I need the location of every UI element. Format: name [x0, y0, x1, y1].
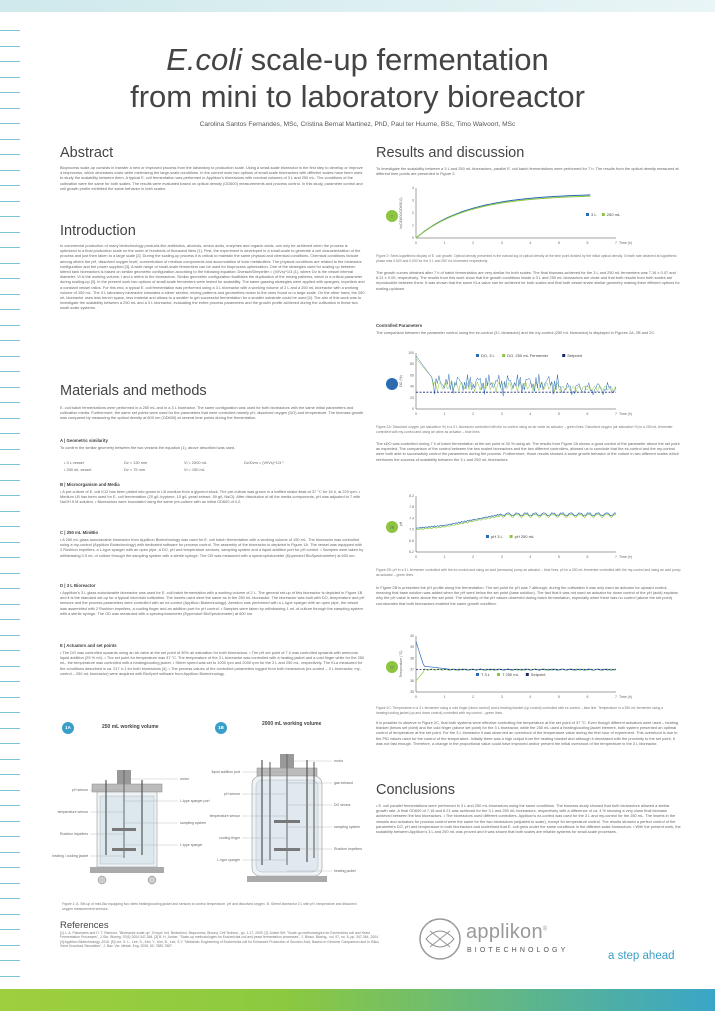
legend-swatch: [486, 535, 489, 538]
geo-text: To confirm the similar geometry between the two vessels the equation (1), above described was used.: [60, 445, 236, 450]
figure-1-caption: Figure 1: A. Set-up of mini-Bio equipping two inlets heating/cooling jacket and sensors to control temperature, pH and dissolved oxygen. B: Stirred bioreactor 3 L with pH, temperature and dissolved oxygen measurement sensors.: [62, 902, 357, 911]
ruler-tick: [0, 170, 20, 171]
fig1-label: temperature sensor: [57, 810, 88, 814]
fig1-label: sampling system: [180, 821, 207, 825]
fig1b-title: 2000 mL working volume: [262, 721, 322, 727]
x-tick-label: 0: [415, 555, 417, 559]
ruler-tick: [0, 697, 20, 698]
legend-swatch: [476, 673, 479, 676]
x-tick-label: 2: [472, 412, 475, 416]
legend-entry: Setpoint: [567, 353, 582, 358]
legend-swatch: [562, 354, 565, 357]
ruler-tick: [0, 650, 20, 651]
x-axis-label: Time (h): [619, 555, 632, 559]
x-tick-label: 0: [415, 241, 417, 245]
ruler-tick: [0, 635, 20, 636]
x-tick-label: 7: [615, 241, 617, 245]
figure-2-caption: Figure 2: Semi-logarithmic display of E. coli growth. Optical density presented is the natural log of optical density at the time point divided by the initial optical density. Growth rate obtained at logarithmic phase was 0.620 and 0.630 for the 3 L and 250 mL bioreactor respectively.: [376, 254, 677, 263]
ruler-tick: [0, 30, 20, 31]
ruler-tick: [0, 867, 20, 868]
y-tick-label: 60: [410, 373, 414, 378]
results-p5: In Figure 2B is presented the pH profile along the fermentation. The set point for pH was 7 although, during the cultivation it was only used an actuator for upward control, meaning that base solution was added when the pH went below the set point (base solution). The fact that it was not used an actuator for down control of the pH (acid) explains why the pH value is seen above the set point. The similarity of the pH values observed during batch fermentation, especially when there was no control (above the set point) corroborates that both bioreactors enabled the same growth condition.: [376, 585, 678, 606]
fig1-label: heating jacket: [334, 869, 356, 873]
y-tick-label: 0: [412, 407, 414, 411]
legend-entry: DO, 250 mL Fermenter: [507, 353, 549, 358]
chart-badge-label: 2: [391, 214, 393, 219]
ruler-tick: [0, 139, 20, 140]
legend-entry: pH 250 mL: [514, 534, 535, 539]
figure-1-bioreactors: [52, 740, 367, 900]
y-tick-label: 4: [412, 186, 414, 190]
ruler-tick: [0, 232, 20, 233]
y-tick-label: 100: [408, 351, 414, 355]
y-tick-label: 6.6: [409, 538, 414, 543]
y-tick-label: 3: [412, 198, 414, 203]
poster-title-line-1: [0, 43, 715, 77]
results-p4: The sDO was controlled during 7 h of batch fermentation at the set point of 30 % using air. The results from Figure 2A shown a good control of the parameter above the set point as expected. The comparison of the control between the two scaled bioreactors and the two different controllers, allowed us to conclude that the ez-control and the my-control were both able to successfully control the parameters during the process. Furthermore, those results showed a same growth behavior of the culture in two different scales which reinforces the success of scalability between the 3 L and 250 mL bioreactors.: [376, 441, 680, 462]
fig1a-title: 250 mL working volume: [102, 724, 159, 730]
x-axis-label: Time (h): [619, 412, 632, 416]
ruler-tick: [0, 805, 20, 806]
series-3l-line: [416, 195, 590, 238]
results-p2: The growth curves obtained after 7 h of batch fermentation are very similar for both scales. The final biomass achieved for the 3 L and 250 mL fermenters was 7.16 ± 0.07 and 6.21 ± 0.09, respectively. The results from this work show that the growth conditions inside a 3 L and 250 mL bioreactors are close and that both results from both scales are reproducible between them. It was shown that the same KLa value can be achieved for both scales and that both vessel share similar geometry making them efficient options for scaling-up/down.: [376, 270, 680, 291]
legend-entry: T 3 L: [481, 672, 491, 677]
series-temp-3l-line: [416, 642, 616, 671]
fig1-label: motor: [334, 759, 343, 763]
legend-swatch: [526, 673, 529, 676]
x-tick-label: 6: [586, 555, 589, 559]
ruler-tick: [0, 278, 20, 279]
set-text: • The DO was controlled upwards using an air valve at the set point of 30% air saturation for both bioreactors. • The pH set point of 7.0 was controlled upwards with ammonia liquid addition (25 % v/v). • The set point for temperature was 37 °C. The temperature of the 3 L bioreactor was controlled with a heating jacket and a cold finger while for the 250 mL, the temperature was controlled with a heating/cooling jacket. • Stirrer speed was set to 1000 rpm and 2000 rpm for the 3 L and 250 mL, respectively. The KLa measured for the conditions described is ca. 217 h-1 for both bioreactors [4]. • The process values of the controlled parameters logged from both bioreactors (ez-control – 3 L bioreactor; my-control – 250 mL bioreactor) were acquired with BioXpert software from Applikon Biotechnology.: [60, 650, 365, 676]
y-tick-label: 40: [410, 384, 414, 389]
ruler-tick: [0, 371, 20, 372]
ruler-tick: [0, 852, 20, 853]
legend-entry: T 250 mL: [502, 672, 519, 677]
y-axis-label: Temperature (°C): [399, 650, 403, 678]
geo-table: [64, 460, 364, 472]
ruler-tick: [0, 526, 20, 527]
ruler-tick: [0, 402, 20, 403]
bio-heading: D | 3 L Bioreactor: [60, 583, 96, 588]
figure-2c-temperature-chart: [376, 628, 681, 706]
ruler-tick: [0, 480, 20, 481]
ruler-tick: [0, 945, 20, 946]
ruler-tick: [0, 542, 20, 543]
figure-2c-caption: Figure 2C: Temperature in a 3 L fermenter using a cold finger (down control) and a heating blanket (up control) controlled with ez-control – blue line. Temperature in a 250 mL fermenter using a heating/cooling jacket (up and down control) controlled with my-control – green lines.: [376, 706, 664, 715]
x-tick-label: 3: [500, 412, 503, 416]
ruler-tick: [0, 914, 20, 915]
y-tick-label: 7.4: [409, 516, 414, 521]
x-tick-label: 5: [557, 555, 560, 559]
x-tick-label: 4: [529, 555, 532, 559]
ruler-tick: [0, 759, 20, 760]
geo-heading: A | Geometric similarity: [60, 438, 108, 443]
controlled-parameters-heading: Controlled Parameters: [376, 323, 423, 328]
ruler-tick: [0, 309, 20, 310]
results-p1: To investigate the scalability between a 3 L and 250 mL bioreactors, parallel E. coli batch fermentations were performed for 7 h. The results from the optical density measured at different time points are presented in Figure 2.: [376, 166, 679, 177]
y-tick-label: 36: [410, 678, 414, 683]
references-heading: References: [60, 920, 109, 931]
ruler-tick: [0, 743, 20, 744]
fig1-label: Rushton impellers: [59, 832, 88, 836]
ruler-tick: [0, 464, 20, 465]
ruler-tick: [0, 790, 20, 791]
results-p6: It is possible to observe in Figure 2C, that both systems were effective controlling the temperature at the set point of 37 °C. Even though different actuators were used – heating blanket (below set point) and the cold finger (above set point) for the 3 L bioreactor, while the 250 mL used a heating/cooling jacket element, both system presented an optimal control of temperature at the set point. For the 3 L bioreactor it was observed an overshoot of the temperature value during the first hour of experiment. This overshoot is due to the PID values used for the control of the temperature. Initially there was a high output from the heating blanket and although it decreased with the proximity to the set point, it was not fast enough. Therefore, a change in the proportional value could have improved and/or prevent the initial overshoot of the temperature in the 3 L bioreactor.: [376, 720, 679, 746]
x-tick-label: 2: [472, 695, 475, 699]
y-axis-label: ln(OD600/OD600,0): [399, 197, 403, 229]
legend-entry: DO, 3 L: [481, 353, 495, 358]
legend-swatch: [476, 354, 479, 357]
x-tick-label: 5: [557, 695, 560, 699]
x-tick-label: 5: [557, 412, 560, 416]
x-tick-label: 4: [529, 412, 532, 416]
fig1-label: L-type sparger port: [180, 799, 210, 803]
ruler-tick: [0, 340, 20, 341]
x-axis-label: Time (h): [619, 241, 632, 245]
chart-badge-label: 2A: [389, 382, 395, 387]
ruler-tick: [0, 976, 20, 977]
fig1-label: heating / cooling jacket: [52, 854, 88, 858]
ruler-tick: [0, 821, 20, 822]
ruler-tick: [0, 681, 20, 682]
y-tick-label: 38: [410, 656, 414, 661]
legend-swatch: [602, 213, 605, 216]
abstract-text: Bioprocess scale-up consists in transfer a new or improved process from the laboratory to production scale. Using a small-scale bioreactor is the first step to develop or improve a bioprocess, which decreases costs while minimizing the large-scale conditions. In the current work two options of small-scale bioreactors with different scales have been used to study the scalability between them. A typical E. coli fermentation was performed in Applikon's bioreactors with nominal volumes of 3 L and 250 mL. The conditions of the cultivation were the same for both scales. The results were evaluated based on optical density (OD600) measurements and process control. In this study, parameter control and cell growth profile exhibited the same behavior in both scales.: [60, 165, 363, 191]
legend-swatch: [510, 535, 513, 538]
ruler-tick: [0, 495, 20, 496]
legend-entry: 250 mL: [606, 212, 621, 217]
introduction-heading: Introduction: [60, 223, 136, 239]
ruler-tick: [0, 666, 20, 667]
y-tick-label: 6.2: [409, 550, 414, 554]
x-tick-label: 1: [443, 241, 446, 245]
series-do-3l-line: [416, 356, 616, 396]
x-tick-label: 6: [586, 412, 589, 416]
x-tick-label: 4: [529, 695, 532, 699]
x-tick-label: 5: [557, 241, 560, 245]
ruler-tick: [0, 325, 20, 326]
introduction-text: In commercial production of many biotechnology products like antibiotics, alcohols, amino acids, enzymes and organic acids, can only be achieved when the process is optimized to a final production scale on the order of hundreds of thousand liters [1]. First, the experiment is developed in a small-scale to generate a cell characterization of the process and just then taken to a large scale [2]. During the scaling-up process it is critical to maintain the same physical and chemical conditions. Chemical conditions include among others the pH, dissolved oxygen level, concentration of medium components and accumulation of toxic metabolites. The physical conditions are related to the bioreactor configuration and the power supplied [3]. A wide range of small-scale fermenters can be used for bioprocess optimization. One of the strategies used for scaling up between stirred tank bioreactors is based on similar geometric configuration according to the following equation: Dvessel/Dimpeller = (Vl/Vs)^1/3 (1), where Dv is the vessel internal diameter, Vl is the working volume, l and s refers to the bioreactors. Similar geometric configuration facilitates the duplication of the mixing patterns, which is a critical parameter during scaling-up [3]. In the present work two options of small-scale fermenters were tested for scalability. The same gassing strategies were applied with spargers, impellers and a constant vessel ratios. For this end, a typical E. coli fermentation was performed using a 3 L bioreactor with a working volume of 2 L and a 250 mL bioreactor with a working volume of 150 mL. The 3 L laboratory bioreactor simulates a stirrer section, mixing patterns and geometries closer to the ones found on a large-scale. On the other hand, the 250 mL bioreactor uses less bench space, less material and allows to a smaller to get successful fermentation for a smaller substrate could be used [4]. The aim of this work was to investigate the scalability between a 250 mL and a 3 L bioreactor, evaluating the entire process parameters and the growth profile achieved during the cultivation in these two small-scale systems.: [60, 243, 365, 311]
micro-text: • A pre-culture of E. coli K12 has been plated into grown in LB medium from a glycerol stock. The pre-culture was grown in a baffled shake flask at 37 °C for 16 h, at 220 rpm. • Medium LB has been used for E. coli fermentation (20 g/L tryptone, 10 g/L yeast extract, 50 g/L NaCl). After dissolution of all the media components, pH was adjusted to 7 with NaOH 5 M solution. • Bioreactors were inoculated using the same pre-culture with an initial OD600 of 0.2.: [60, 489, 361, 505]
figure-2-growth-chart: [376, 180, 681, 252]
series-250ml-line: [416, 196, 590, 238]
x-tick-label: 6: [586, 241, 589, 245]
fig1-label: liquid addition port: [211, 770, 240, 774]
geo-row-2: • 250 mL vessel Dv = 75 mm Vl = 150 mL: [64, 467, 205, 473]
ruler-tick: [0, 836, 20, 837]
legend-swatch: [497, 673, 500, 676]
x-tick-label: 7: [615, 695, 617, 699]
y-tick-label: 40: [410, 634, 414, 638]
top-band: [0, 0, 715, 12]
y-tick-label: 7.0: [409, 527, 414, 532]
ruler-tick: [0, 557, 20, 558]
figure-2a-caption: Figure 2A: Dissolved oxygen (air saturation %) in a 3 L bioreactor controlled with the ez-control using an air valve as actuator – green lines. Dissolved oxygen (air saturation %) in a 250 mL fermenter controlled with my-control and using air valve as actuator – blue lines.: [376, 425, 673, 434]
minibio-vessel-drawing: [90, 770, 164, 884]
legend-entry: 3 L: [591, 212, 597, 217]
fig1-label: pH sensor: [72, 788, 88, 792]
x-tick-label: 3: [500, 555, 503, 559]
ruler-tick: [0, 883, 20, 884]
conclusions-heading: Conclusions: [376, 782, 455, 798]
x-tick-label: 2: [472, 241, 475, 245]
ruler-tick: [0, 728, 20, 729]
ruler-tick: [0, 588, 20, 589]
ruler-tick: [0, 185, 20, 186]
legend-entry: pH 3 L: [491, 534, 503, 539]
ruler-tick: [0, 511, 20, 512]
y-tick-label: 1: [412, 223, 414, 228]
conclusions-text: • E. coli parallel fermentations were performed in 3 L and 250 mL bioreactors using the same conditions. The biomass study showed that both bioreactors allowed a similar growth rate. A final OD600 of 7.16 and 6.21 was achieved for the 3 L and 250 mL bioreactors, respectively with a difference of ca. 4 % showing a very close final biomass achieved between the two bioreactors. • The bioreactors used different controllers, Applikon's ez-control was used for the 3 L and my-control for the 250 mL. The inserts in the vessels and actuators for process control were the same for the two bioreactors (adjusted to scale), except for temperature control. The results showed a perfect control of the parameters DO, pH and temperature in both bioreactors and underlined that E. coli grew under the same conditions in the different scale bioreactors. • With the present work, the scalability between Applikon's 3 L and 250 mL was proved and it was shown that both scales are reliable systems for small-scale processes.: [376, 803, 681, 835]
fig1-label: temperature sensor: [209, 814, 240, 818]
fig1-label: L-type sparger: [180, 843, 203, 847]
title-italic: E.coli: [166, 42, 243, 77]
x-tick-label: 3: [500, 695, 503, 699]
results-heading: Results and discussion: [376, 145, 525, 161]
ruler-tick: [0, 774, 20, 775]
legend-swatch: [586, 213, 589, 216]
y-tick-label: 35: [410, 690, 414, 694]
bioreactor-3l-vessel-drawing: [247, 754, 327, 882]
ruler-tick: [0, 929, 20, 930]
fig1-label: gas exhaust: [334, 781, 353, 785]
references-text: [1] L. A. Palomares and O. T. Ramírez, "Bioreactor scale-up", Encycl. Ind. Biotechnol. Bioprocess, Bioseq. Cell Technol., pp. 1-17, 2009. [2] Junker BH, "Scale-up methodologies for Escherichia coli and Yeast Fermentation Processes", J. Bio. Bioeng. 97(6) 2004:347-364. [3] B. H. Junker, "Scale-up methodologies for Escherichia coli and yeast fermentation processes", J. Biosci. Bioeng., vol. 97, no. 6, pp. 347-364, 2004. [4] Applikon Biotechnology, 2016. [5] Lee, S. L., Lee, S., Kim, Y., Kim, B., Lee, S.Y. "Metabolic Engineering of Escherichia coli for Enhanced Production of Succinic Acid, Based on Genome Comparison and In Silico Gene Knockout Simulation", J. Bac. Ver. Metab. Eng. 2005, 50: 7880-7887.: [60, 931, 379, 949]
x-tick-label: 6: [586, 695, 589, 699]
applikon-logo-icon: [418, 917, 462, 961]
fig1b-badge: 1B: [215, 722, 227, 734]
y-axis-label: pH: [399, 521, 403, 527]
mini-heading: C | 250 mL MiniBio: [60, 530, 99, 535]
ruler-tick: [0, 154, 20, 155]
fig1-label: cooling finger: [219, 836, 240, 840]
series-ph-250ml-line: [416, 515, 616, 530]
abstract-heading: Abstract: [60, 145, 114, 161]
ruler-tick: [0, 433, 20, 434]
x-tick-label: 0: [415, 695, 417, 699]
biotechnology-wordmark: BIOTECHNOLOGY: [467, 947, 569, 954]
y-tick-label: 7.8: [409, 505, 414, 510]
y-tick-label: 37: [410, 667, 414, 672]
micro-heading: B | Microorganism and Media: [60, 482, 120, 487]
ruler-tick: [0, 418, 20, 419]
x-tick-label: 4: [529, 241, 532, 245]
ruler-tick: [0, 247, 20, 248]
legend-entry: Setpoint: [530, 672, 546, 677]
fig1-label: pH sensor: [224, 792, 240, 796]
fig1a-badge: 1A: [62, 722, 74, 734]
y-tick-label: 80: [410, 362, 414, 367]
figure-2b-caption: Figure 2B: pH in a 3 L fermenter controlled with the ez-control and using an acid (ammonia) pump as actuator – blue lines. pH in a 250 mL fermenter controlled with the my-control and using an acid pump as actuator – green lines.: [376, 568, 681, 577]
ruler-tick: [0, 712, 20, 713]
bottom-band: [0, 989, 715, 1011]
title-rest: scale-up fermentation: [242, 42, 549, 77]
series-ph-3l-line: [416, 513, 616, 528]
y-tick-label: 20: [410, 395, 414, 400]
ruler-tick: [0, 449, 20, 450]
ruler-tick: [0, 960, 20, 961]
x-tick-label: 2: [472, 555, 475, 559]
ruler-tick: [0, 898, 20, 899]
y-axis-label: DO (%): [399, 375, 403, 387]
series-do-250ml-line: [416, 359, 616, 393]
y-tick-label: 0: [412, 236, 414, 240]
bio-text: • Applikon's 3 L glass autoclavable bioreactor was used for E. coli batch fermentation with a working volume of 2 L. The general set-up of this bioreactor is depicted in Figure 1B and it is the standard set-up for a typical microbial cultivation. The inserts used were the same as in the 250 mL bioreactor. The bioreactor was built with DO, temperature and pH sensors and the process parameters were controlled with an ez-control (Applikon Biotechnology). Aeration was performed with a L-type sparger with an open pipe, the vessel was assembled with 2 Rushton impellers, a cooling finger and an addition port for pH control. • Samples were taken by withdrawing 1 mL of culture through the sampling system with a sterile syringe. The OD was measured with a spectrophotometer (Eppendorf BioSpectrometer) at 600 nm.: [60, 590, 365, 616]
fig1-label: Rushton impellers: [334, 847, 363, 851]
ruler-tick: [0, 201, 20, 202]
ruler-tick: [0, 216, 20, 217]
x-axis-label: Time (h): [619, 695, 632, 699]
fig1-label: L-type sparger: [217, 858, 240, 862]
authors: Carolina Santos Fernandes, MSc, Cristina Bernal Martinez, PhD, Paul ter Huurne, BSc, Timo Walvoort, MSc: [199, 121, 516, 128]
x-tick-label: 7: [615, 555, 617, 559]
ruler-tick: [0, 604, 20, 605]
x-tick-label: 0: [415, 412, 417, 416]
poster-title-line-2: from mini to laboratory bioreactor: [130, 79, 585, 114]
legend-swatch: [502, 354, 505, 357]
fig1-label: sampling system: [334, 825, 361, 829]
ruler-tick: [0, 356, 20, 357]
fig1-label: DO sensor: [334, 803, 351, 807]
geo-row-1: • 3 L vessel Dv = 130 mm Vl = 2000 mL Dv/Dvm = (Vl/Vs)^1/3 *: [64, 460, 284, 465]
ruler-tick: [0, 619, 20, 620]
applikon-wordmark: applikon®: [466, 921, 548, 943]
chart-badge-label: 2C: [389, 665, 395, 670]
mini-text: • A 250 mL glass autoclavable bioreactor from Applikon Biotechnology was used for E. coli batch fermentation with a working volume of 150 mL. The bioreactor was controlled using a my-control (Applikon Biotechnology) with dedicated software for process control. The assembly of the bioreactor is depicted in Figure 1A. The vessel was equipped with 2 Rushton impellers, a L-type sparger with an open pipe, a DO, pH and temperature sensors, sampling system and a liquid addition port for pH control. • Samples were taken by withdrawing 0.5 mL of culture through the sampling system with a sterile syringe. The OD was measured with a spectrophotometer (Eppendorf BioSpectrometer) at 600 nm.: [60, 537, 364, 558]
results-p3: The comparison between the parameter control using the ez-control (3 L bioreactor) and the my-control (250 mL bioreactor) is displayed in Figures 2A, 2B and 2C.: [376, 330, 656, 335]
set-heading: E | Actuators and set points: [60, 643, 117, 648]
chart-badge-label: 2B: [389, 525, 395, 530]
x-tick-label: 1: [443, 555, 446, 559]
tagline: a step ahead: [608, 950, 675, 962]
fig1-label: motor: [180, 777, 189, 781]
y-tick-label: 2: [412, 211, 414, 215]
x-tick-label: 7: [615, 412, 617, 416]
x-tick-label: 1: [443, 412, 446, 416]
ruler-tick: [0, 294, 20, 295]
ruler-tick: [0, 263, 20, 264]
ruler-tick: [0, 573, 20, 574]
ruler-tick: [0, 387, 20, 388]
left-ruler-decoration: [0, 30, 22, 990]
x-tick-label: 1: [443, 695, 446, 699]
x-tick-label: 3: [500, 241, 503, 245]
y-tick-label: 8.2: [409, 494, 414, 498]
methods-intro: E. coli batch fermentations were performed in a 250 mL and in a 3 L bioreactor. The same configuration was used for both bioreactors with the same initial parameters and cultivation media. Furthermore, the same set points were used for the parameters that were controlled namely pH, dissolved oxygen (DO) and temperature. The biomass growth was compared by measuring the optical density at 600 nm (OD600) at several time points during the fermentation.: [60, 405, 364, 421]
methods-heading: Materials and methods: [60, 383, 207, 399]
y-tick-label: 39: [410, 645, 414, 650]
figure-2b-ph-chart: [376, 488, 681, 566]
figure-2a-do-chart: [376, 345, 681, 423]
